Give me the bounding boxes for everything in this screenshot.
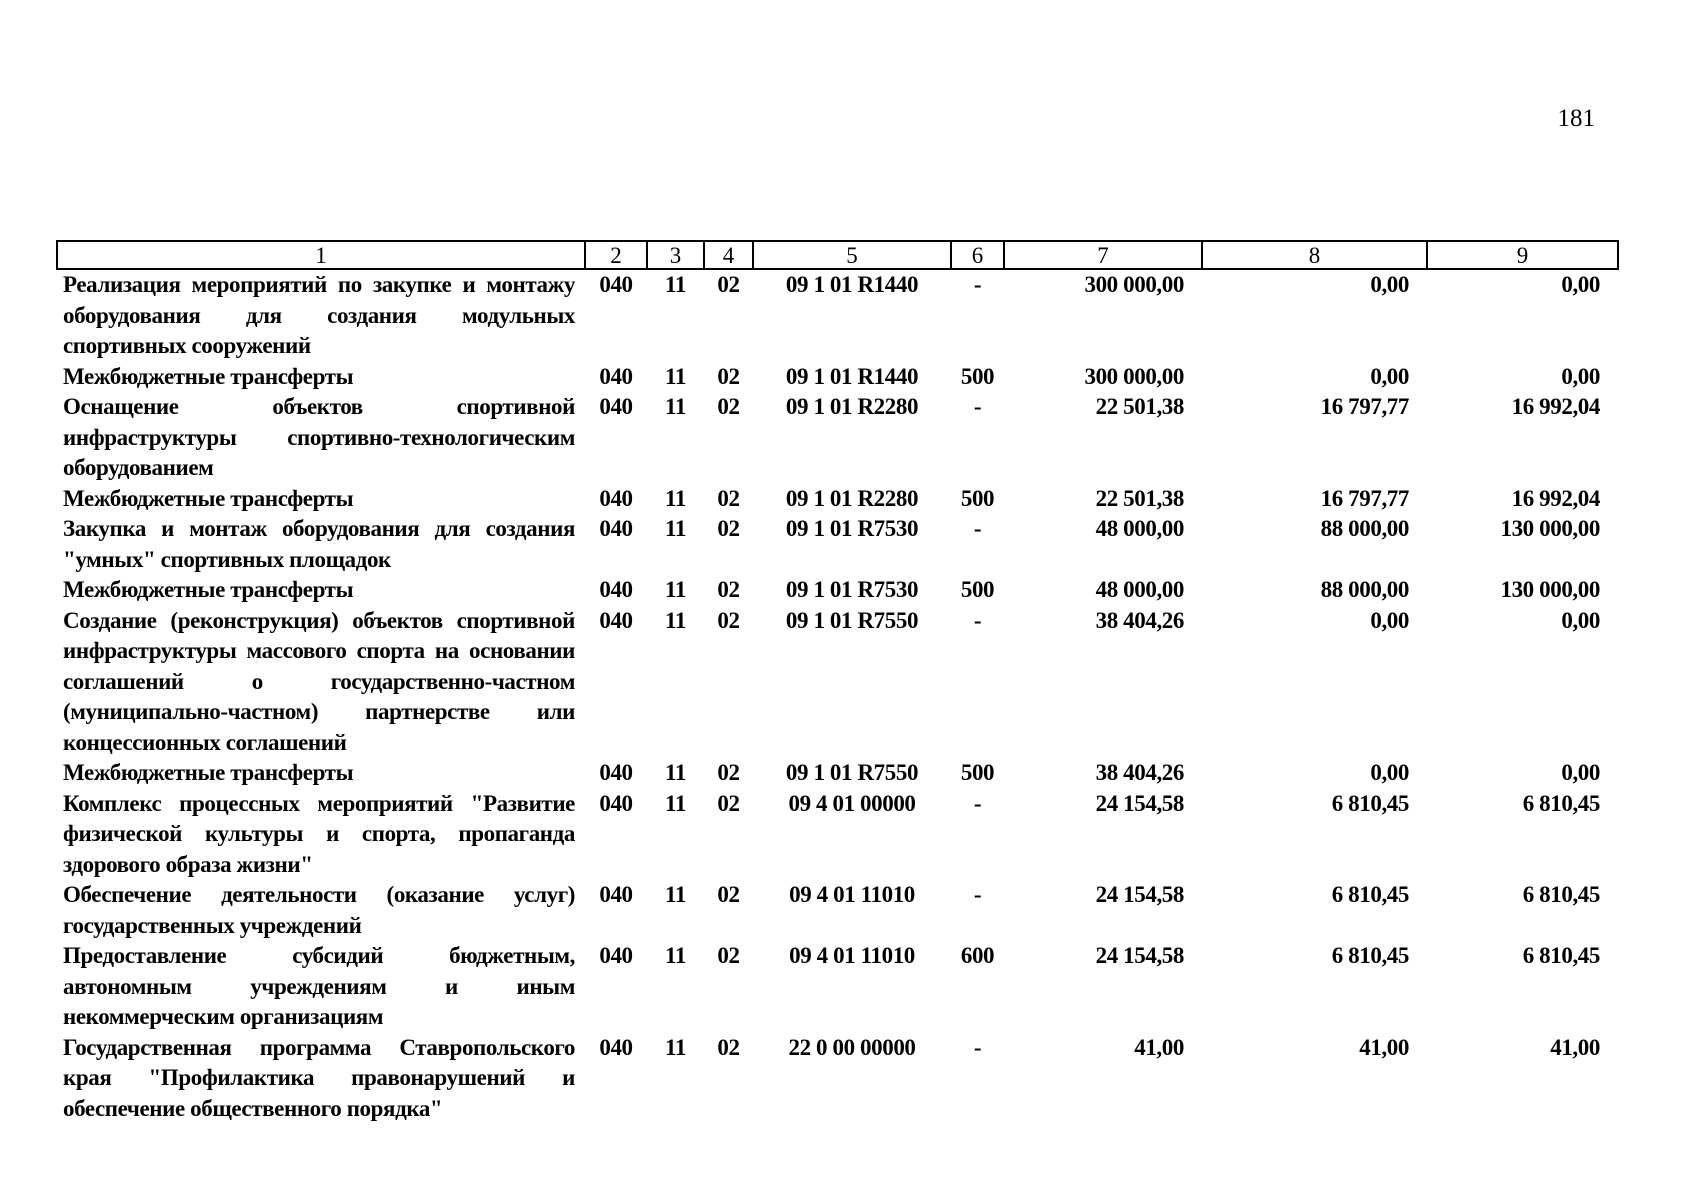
row-target-article: 09 4 01 00000 bbox=[788, 790, 916, 816]
row-amount-7: 24 154,58 bbox=[1095, 943, 1184, 968]
row-section: 11 bbox=[665, 943, 686, 968]
row-section: 11 bbox=[665, 882, 686, 907]
table-row bbox=[57, 1033, 1618, 1125]
row-subsection: 02 bbox=[717, 790, 740, 816]
row-expense-type: 500 bbox=[960, 485, 995, 511]
row-amount-8: 0,00 bbox=[1370, 363, 1409, 389]
row-amount-9: 6 810,45 bbox=[1522, 790, 1600, 816]
row-ministry-code: 040 bbox=[599, 577, 633, 602]
row-name: Государственная программа Ставропольского края "Профилактика правонарушений и обеспечение общественного порядка" bbox=[63, 1034, 575, 1121]
row-section: 11 bbox=[665, 607, 686, 633]
row-expense-type: 500 bbox=[960, 760, 995, 785]
row-expense-type: 500 bbox=[960, 577, 995, 602]
budget-table bbox=[56, 240, 1619, 1124]
row-amount-9: 0,00 bbox=[1561, 760, 1600, 785]
row-amount-7: 300 000,00 bbox=[1084, 272, 1184, 297]
row-name: Межбюджетные трансферты bbox=[63, 760, 354, 785]
row-subsection: 02 bbox=[717, 882, 740, 907]
row-amount-9: 0,00 bbox=[1561, 607, 1600, 633]
row-amount-8: 0,00 bbox=[1370, 760, 1409, 785]
row-ministry-code: 040 bbox=[599, 790, 633, 816]
row-target-article: 09 1 01 R2280 bbox=[785, 485, 919, 511]
row-name: Предоставление субсидий бюджетным, автономным учреждениям и иным некоммерческим организациям bbox=[63, 943, 575, 1029]
row-amount-7: 22 501,38 bbox=[1095, 394, 1184, 419]
row-amount-9: 130 000,00 bbox=[1500, 577, 1600, 602]
row-amount-7: 41,00 bbox=[1134, 1034, 1184, 1060]
row-ministry-code: 040 bbox=[599, 882, 633, 907]
row-amount-8: 6 810,45 bbox=[1331, 882, 1409, 907]
page-number: 181 bbox=[1557, 105, 1595, 132]
row-amount-8: 41,00 bbox=[1359, 1034, 1409, 1060]
table-row bbox=[57, 758, 1618, 789]
row-section: 11 bbox=[665, 1034, 686, 1060]
row-target-article: 09 1 01 R2280 bbox=[785, 394, 919, 419]
row-subsection: 02 bbox=[717, 516, 740, 541]
table-row bbox=[57, 575, 1618, 606]
row-subsection: 02 bbox=[717, 394, 740, 419]
row-amount-9: 16 992,04 bbox=[1511, 394, 1600, 419]
row-section: 11 bbox=[665, 760, 686, 785]
header-col-2: 2 bbox=[585, 241, 647, 269]
row-ministry-code: 040 bbox=[599, 363, 633, 389]
row-name: Реализация мероприятий по закупке и монтажу оборудования для создания модульных спортивных сооружений bbox=[63, 272, 575, 358]
row-amount-8: 0,00 bbox=[1370, 272, 1409, 297]
header-col-3: 3 bbox=[647, 241, 704, 269]
row-expense-type: - bbox=[973, 394, 982, 419]
row-section: 11 bbox=[665, 272, 686, 297]
table-row bbox=[57, 514, 1618, 575]
row-section: 11 bbox=[665, 363, 686, 389]
row-expense-type: - bbox=[973, 1034, 982, 1060]
row-amount-7: 24 154,58 bbox=[1095, 790, 1184, 816]
row-ministry-code: 040 bbox=[599, 943, 633, 968]
row-ministry-code: 040 bbox=[599, 1034, 633, 1060]
row-subsection: 02 bbox=[717, 485, 740, 511]
row-amount-7: 48 000,00 bbox=[1095, 577, 1184, 602]
row-name: Межбюджетные трансферты bbox=[63, 485, 354, 511]
row-amount-9: 0,00 bbox=[1561, 363, 1600, 389]
table-row bbox=[57, 392, 1618, 484]
header-col-9: 9 bbox=[1427, 241, 1618, 269]
row-name: Межбюджетные трансферты bbox=[63, 577, 354, 602]
row-subsection: 02 bbox=[717, 760, 740, 785]
row-amount-8: 0,00 bbox=[1370, 607, 1409, 633]
row-ministry-code: 040 bbox=[599, 272, 633, 297]
row-amount-8: 16 797,77 bbox=[1320, 394, 1409, 419]
row-expense-type: - bbox=[973, 790, 982, 816]
table-row bbox=[57, 269, 1618, 362]
table-row bbox=[57, 484, 1618, 515]
row-amount-7: 48 000,00 bbox=[1095, 516, 1184, 541]
row-section: 11 bbox=[665, 516, 686, 541]
row-amount-9: 0,00 bbox=[1561, 272, 1600, 297]
row-ministry-code: 040 bbox=[599, 516, 633, 541]
row-target-article: 09 4 01 11010 bbox=[789, 882, 915, 907]
header-col-8: 8 bbox=[1202, 241, 1427, 269]
row-name: Комплекс процессных мероприятий "Развитие физической культуры и спорта, пропаганда здорового образа жизни" bbox=[63, 790, 575, 877]
header-col-7: 7 bbox=[1004, 241, 1202, 269]
row-subsection: 02 bbox=[717, 1034, 740, 1060]
row-target-article: 09 1 01 R7530 bbox=[785, 516, 919, 541]
row-name: Межбюджетные трансферты bbox=[63, 363, 354, 389]
header-col-5: 5 bbox=[753, 241, 951, 269]
row-ministry-code: 040 bbox=[599, 760, 633, 785]
row-section: 11 bbox=[665, 577, 686, 602]
row-name: Создание (реконструкция) объектов спортивной инфраструктуры массового спорта на основании соглашений о государственно-частном (муниципально-частном) партнерстве или концессионных соглашений bbox=[63, 607, 575, 755]
column-number-header bbox=[57, 241, 1618, 269]
row-amount-7: 300 000,00 bbox=[1084, 363, 1184, 389]
row-target-article: 22 0 00 00000 bbox=[788, 1034, 916, 1060]
row-subsection: 02 bbox=[717, 607, 740, 633]
header-col-1: 1 bbox=[57, 241, 585, 269]
row-ministry-code: 040 bbox=[599, 607, 633, 633]
row-expense-type: 500 bbox=[960, 363, 995, 389]
row-amount-7: 22 501,38 bbox=[1095, 485, 1184, 511]
table-row bbox=[57, 606, 1618, 759]
row-target-article: 09 1 01 R7550 bbox=[785, 760, 919, 785]
row-amount-9: 6 810,45 bbox=[1522, 882, 1600, 907]
row-ministry-code: 040 bbox=[599, 485, 633, 511]
row-amount-7: 38 404,26 bbox=[1095, 607, 1184, 633]
row-amount-7: 24 154,58 bbox=[1095, 882, 1184, 907]
row-amount-9: 41,00 bbox=[1550, 1034, 1600, 1060]
row-amount-7: 38 404,26 bbox=[1095, 760, 1184, 785]
row-expense-type: - bbox=[973, 272, 982, 297]
row-name: Оснащение объектов спортивной инфраструктуры спортивно-технологическим оборудованием bbox=[63, 394, 575, 480]
row-section: 11 bbox=[665, 485, 686, 511]
row-amount-8: 6 810,45 bbox=[1331, 943, 1409, 968]
table-row bbox=[57, 941, 1618, 1033]
row-target-article: 09 1 01 R1440 bbox=[785, 272, 919, 297]
table-row bbox=[57, 789, 1618, 881]
row-amount-9: 16 992,04 bbox=[1511, 485, 1600, 511]
table-row bbox=[57, 880, 1618, 941]
row-amount-8: 6 810,45 bbox=[1331, 790, 1409, 816]
row-expense-type: - bbox=[973, 516, 982, 541]
row-amount-8: 16 797,77 bbox=[1320, 485, 1409, 511]
row-subsection: 02 bbox=[717, 577, 740, 602]
row-subsection: 02 bbox=[717, 363, 740, 389]
row-expense-type: - bbox=[973, 607, 982, 633]
row-section: 11 bbox=[665, 394, 686, 419]
header-col-4: 4 bbox=[704, 241, 753, 269]
table-row bbox=[57, 362, 1618, 393]
row-amount-8: 88 000,00 bbox=[1320, 577, 1409, 602]
table-body bbox=[57, 269, 1618, 1124]
row-expense-type: 600 bbox=[960, 943, 995, 968]
row-target-article: 09 1 01 R7530 bbox=[785, 577, 919, 602]
row-amount-9: 6 810,45 bbox=[1522, 943, 1600, 968]
row-target-article: 09 1 01 R7550 bbox=[785, 607, 919, 633]
row-section: 11 bbox=[665, 790, 686, 816]
row-subsection: 02 bbox=[717, 272, 740, 297]
row-ministry-code: 040 bbox=[599, 394, 633, 419]
row-expense-type: - bbox=[973, 882, 982, 907]
row-name: Закупка и монтаж оборудования для создания "умных" спортивных площадок bbox=[63, 516, 575, 572]
header-col-6: 6 bbox=[951, 241, 1004, 269]
row-amount-9: 130 000,00 bbox=[1500, 516, 1600, 541]
row-subsection: 02 bbox=[717, 943, 740, 968]
row-target-article: 09 4 01 11010 bbox=[789, 943, 915, 968]
row-amount-8: 88 000,00 bbox=[1320, 516, 1409, 541]
row-name: Обеспечение деятельности (оказание услуг) государственных учреждений bbox=[63, 882, 575, 938]
row-target-article: 09 1 01 R1440 bbox=[785, 363, 919, 389]
